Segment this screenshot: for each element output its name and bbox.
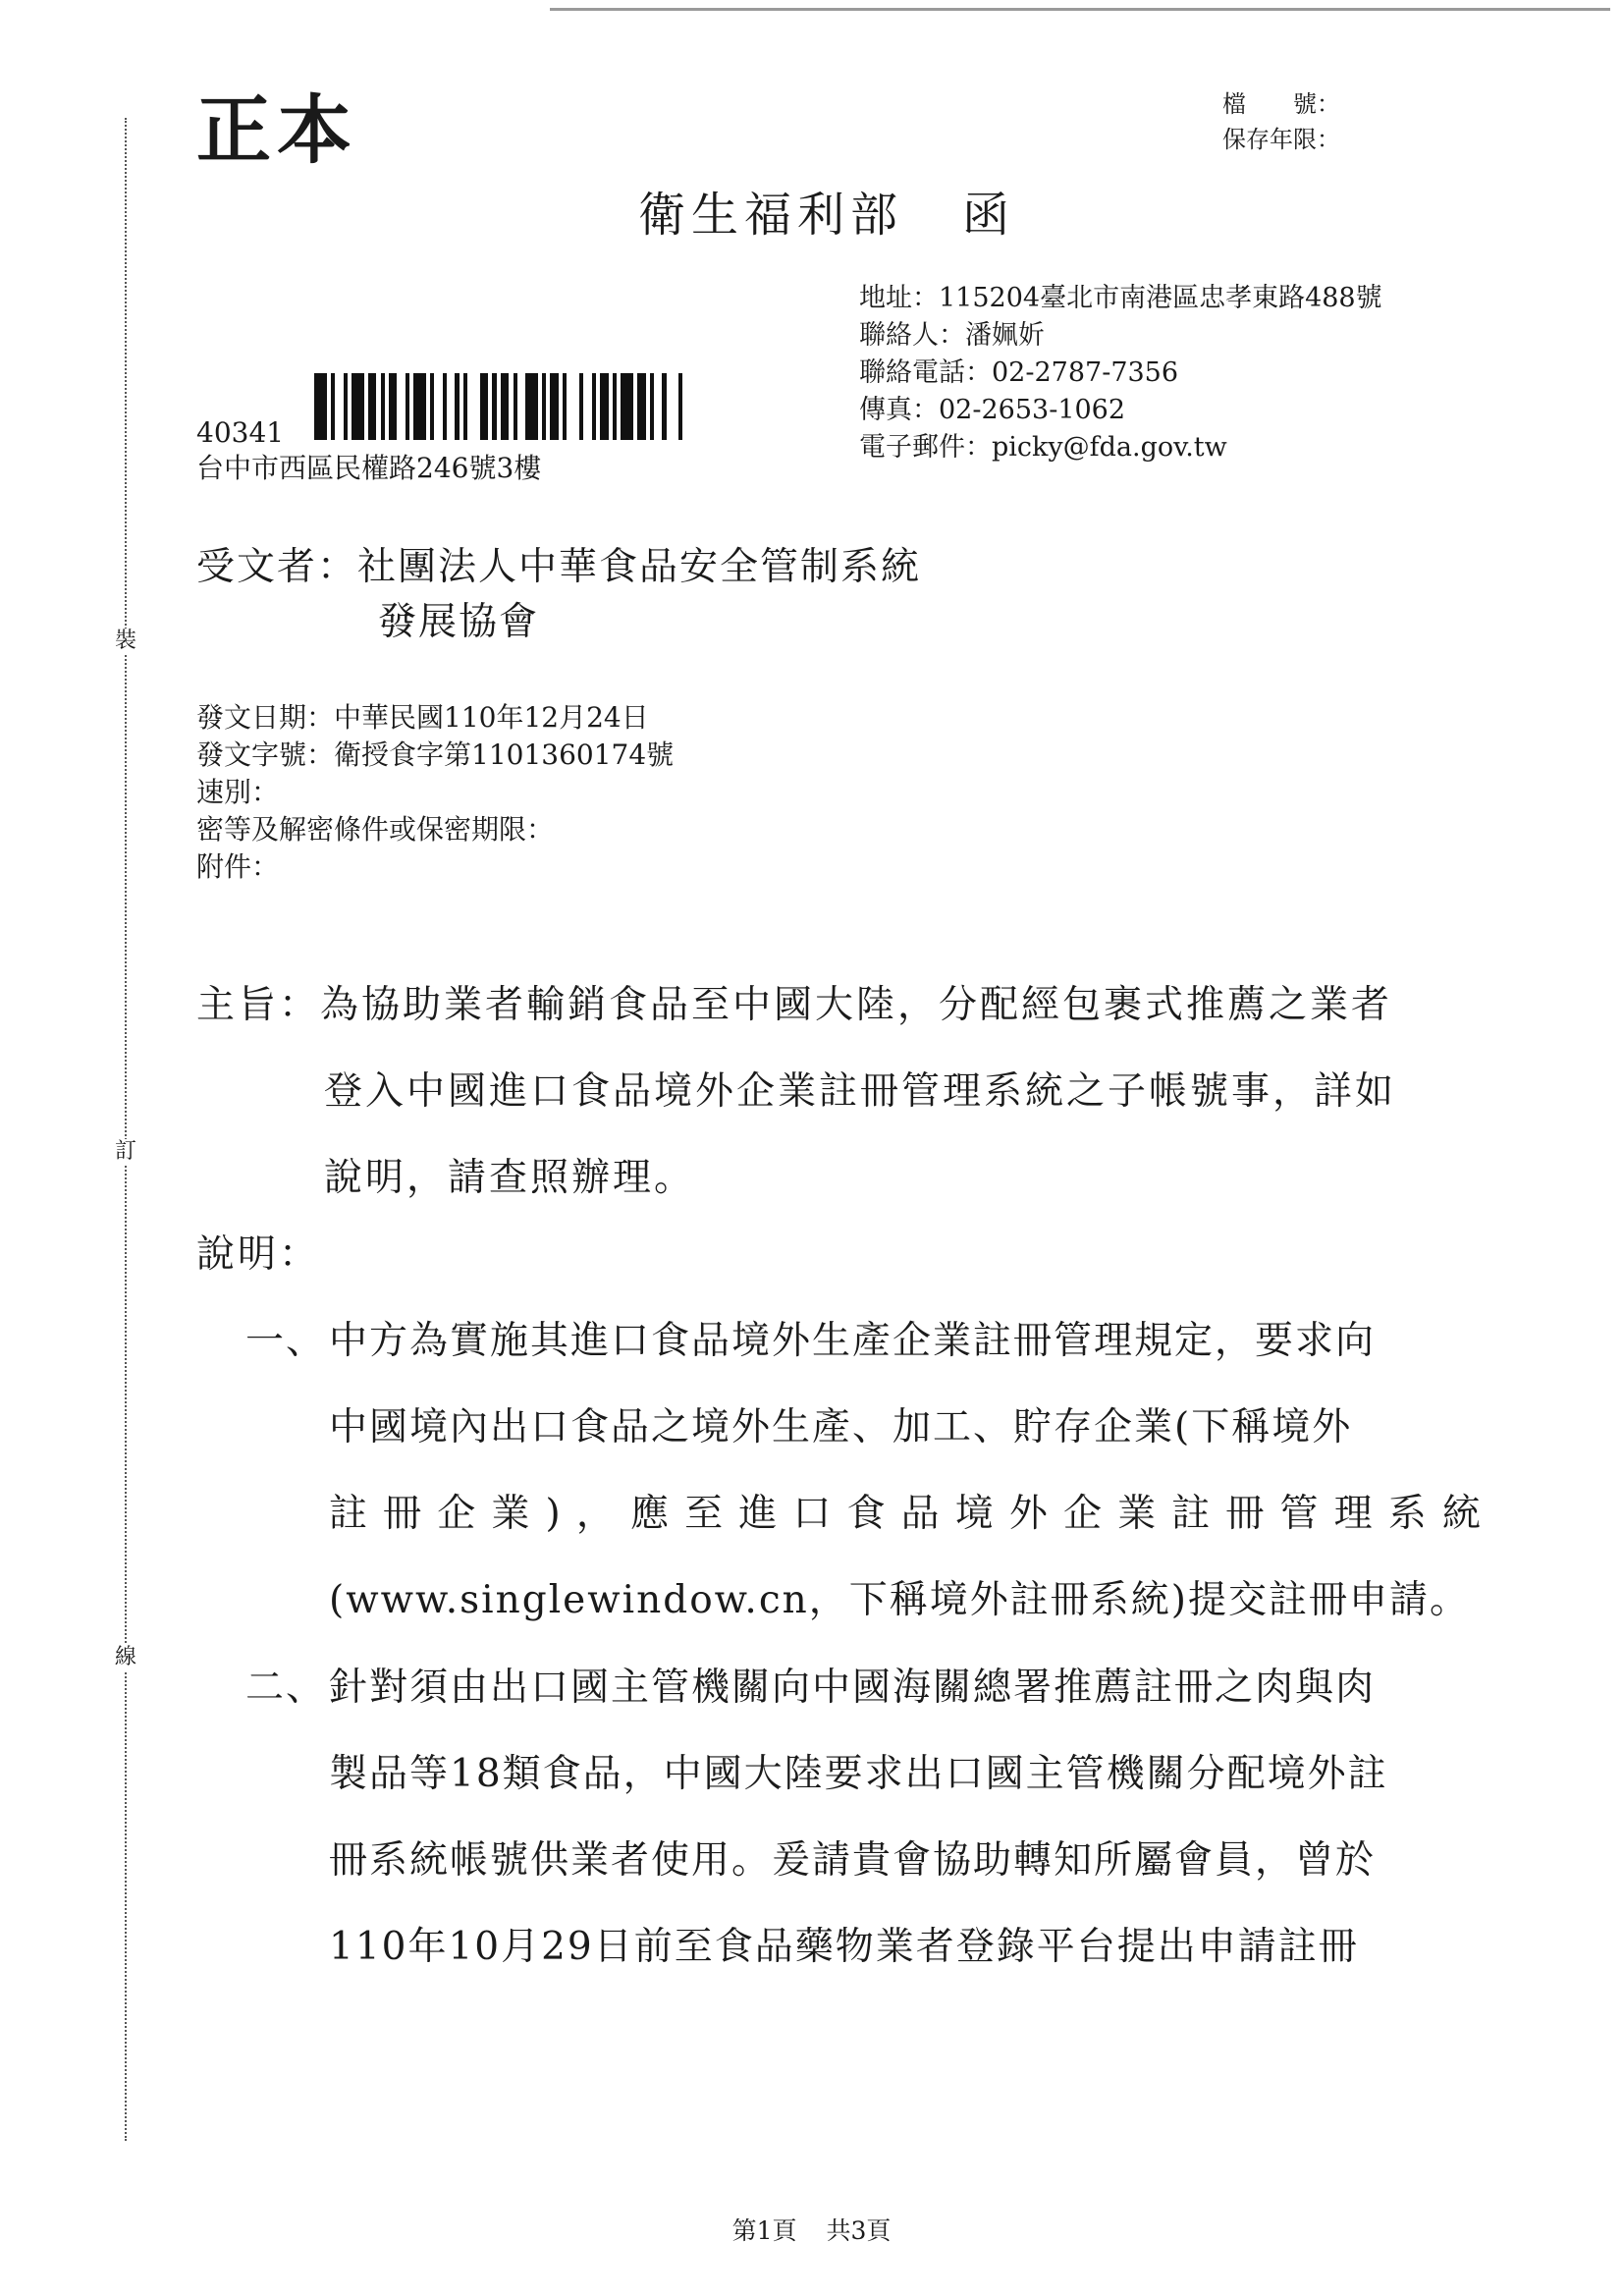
urgency: 速別：: [196, 776, 280, 808]
item-char: 理: [1333, 1492, 1375, 1536]
barcode-bar: [413, 373, 426, 440]
barcode-bar: [654, 373, 662, 440]
barcode-bar: [682, 373, 686, 440]
barcode-bar: [314, 373, 327, 440]
subject-line-1: 為協助業者輸銷食品至中國大陸，分配經包裹式推薦之業者: [320, 983, 1393, 1027]
recipient-name-line1: 社團法人中華食品安全管制系統: [357, 545, 922, 589]
barcode-bar: [637, 373, 645, 440]
item-char: 至: [684, 1492, 726, 1536]
item-char: 業: [1117, 1492, 1159, 1536]
item-char: 系: [1387, 1492, 1429, 1536]
item-line-justified: [245, 1471, 1483, 1558]
binding-mark-ding: 訂: [114, 1139, 136, 1164]
explanation-item-2: [245, 1645, 1483, 1991]
item-line: 冊系統帳號供業者使用。爰請貴會協助轉知所屬會員，曾於: [329, 1838, 1377, 1883]
scan-edge-line: [550, 8, 1610, 11]
item-char: 應: [629, 1492, 671, 1536]
item-char: 管: [1279, 1492, 1321, 1536]
document-type: 函: [962, 188, 1016, 243]
barcode-bar: [467, 373, 480, 440]
recipient-zip: 40341: [196, 416, 285, 449]
document-info: [196, 699, 674, 886]
item-char: 品: [900, 1492, 942, 1536]
recipient: [196, 540, 921, 650]
item-line: (www.singlewindow.cn，下稱境外註冊系統)提交註冊申請。: [329, 1578, 1471, 1622]
agency-title: [638, 188, 1016, 243]
item-line: 110年10月29日前至食品藥物業者登錄平台提出申請註冊: [329, 1925, 1359, 1969]
barcode-bar: [517, 373, 525, 440]
barcode-bar: [352, 373, 364, 440]
item-line: 中方為實施其進口食品境外生產企業註冊管理規定，要求向: [329, 1319, 1377, 1363]
item-char: 進: [738, 1492, 780, 1536]
item-char: 企: [1062, 1492, 1104, 1536]
subject-label: 主旨：: [196, 983, 321, 1027]
explanation-item-1: [245, 1298, 1483, 1644]
explanation-label: 說明：: [196, 1232, 321, 1277]
file-number: 檔 號：: [1222, 90, 1340, 118]
item-char: 食: [846, 1492, 888, 1536]
confidentiality: 密等及解密條件或保密期限：: [196, 813, 555, 846]
retention-period: 保存年限：: [1222, 126, 1340, 153]
item-char: 冊: [1225, 1492, 1267, 1536]
barcode-bar: [434, 373, 442, 440]
recipient-address: 台中市西區民權路246號3樓: [196, 452, 542, 484]
document-number: 發文字號：衛授食字第1101360174號: [196, 738, 675, 771]
barcode-bar: [501, 373, 509, 440]
contact-address: 地址：115204臺北市南港區忠孝東路488號: [859, 283, 1382, 313]
item-char: 境: [954, 1492, 996, 1536]
item-char: 註: [1171, 1492, 1213, 1536]
barcode-bar: [480, 373, 488, 440]
barcode-bar: [368, 373, 376, 440]
page-number: 第1頁: [731, 2216, 797, 2245]
item-char: 業: [491, 1492, 532, 1536]
item-char: 口: [792, 1492, 834, 1536]
item-char: 外: [1008, 1492, 1050, 1536]
barcode-bar: [600, 373, 608, 440]
attachments: 附件：: [196, 850, 280, 883]
total-pages: 共3頁: [826, 2216, 892, 2245]
contact-phone: 聯絡電話：02-2787-7356: [859, 357, 1179, 388]
recipient-name-line2: 發展協會: [378, 600, 540, 644]
original-copy-stamp: 正本: [196, 86, 357, 174]
barcode-bar: [447, 373, 455, 440]
item-number: 一、: [245, 1319, 327, 1363]
barcode-bar: [621, 373, 633, 440]
barcode-bar: [667, 373, 679, 440]
subject-line-2: 登入中國進口食品境外企業註冊管理系統之子帳號事，詳如: [324, 1069, 1397, 1114]
subject: [196, 962, 1473, 1222]
binding-mark-xian: 線: [114, 1645, 136, 1669]
item-char: ): [545, 1492, 563, 1536]
item-char: ，: [575, 1492, 617, 1536]
item-char: 企: [437, 1492, 478, 1536]
item-line: 針對須由出口國主管機關向中國海關總署推薦註冊之肉與肉: [329, 1666, 1377, 1710]
issue-date: 發文日期：中華民國110年12月24日: [196, 701, 649, 734]
barcode-bar: [583, 373, 591, 440]
item-char: 註: [329, 1492, 370, 1536]
contact-email: 電子郵件：picky@fda.gov.tw: [859, 432, 1227, 463]
barcode-bar: [567, 373, 579, 440]
barcode-bar: [525, 373, 538, 440]
file-meta: [1222, 86, 1340, 157]
page-footer: [0, 2212, 1623, 2247]
barcode-bar: [335, 373, 343, 440]
barcode-bar: [397, 373, 405, 440]
postal-barcode: [314, 373, 687, 440]
item-char: 冊: [383, 1492, 424, 1536]
contact-person: 聯絡人：潘姵妡: [859, 320, 1045, 351]
agency-name: 衛生福利部: [638, 188, 904, 243]
contact-block: [859, 280, 1382, 466]
item-line: 製品等18類食品，中國大陸要求出口國主管機關分配境外註: [329, 1752, 1388, 1796]
barcode-bar: [550, 373, 558, 440]
item-char: 統: [1441, 1492, 1483, 1536]
subject-line-3: 說明，請查照辦理。: [324, 1156, 696, 1200]
item-line: 中國境內出口食品之境外生產、加工、貯存企業(下稱境外: [329, 1405, 1353, 1449]
item-number: 二、: [245, 1666, 327, 1710]
binding-line: [125, 118, 127, 2141]
binding-mark-zhuang: 裝: [114, 629, 136, 653]
contact-fax: 傳真：02-2653-1062: [859, 395, 1126, 425]
recipient-label: 受文者：: [196, 545, 358, 589]
barcode-bar: [389, 373, 397, 440]
